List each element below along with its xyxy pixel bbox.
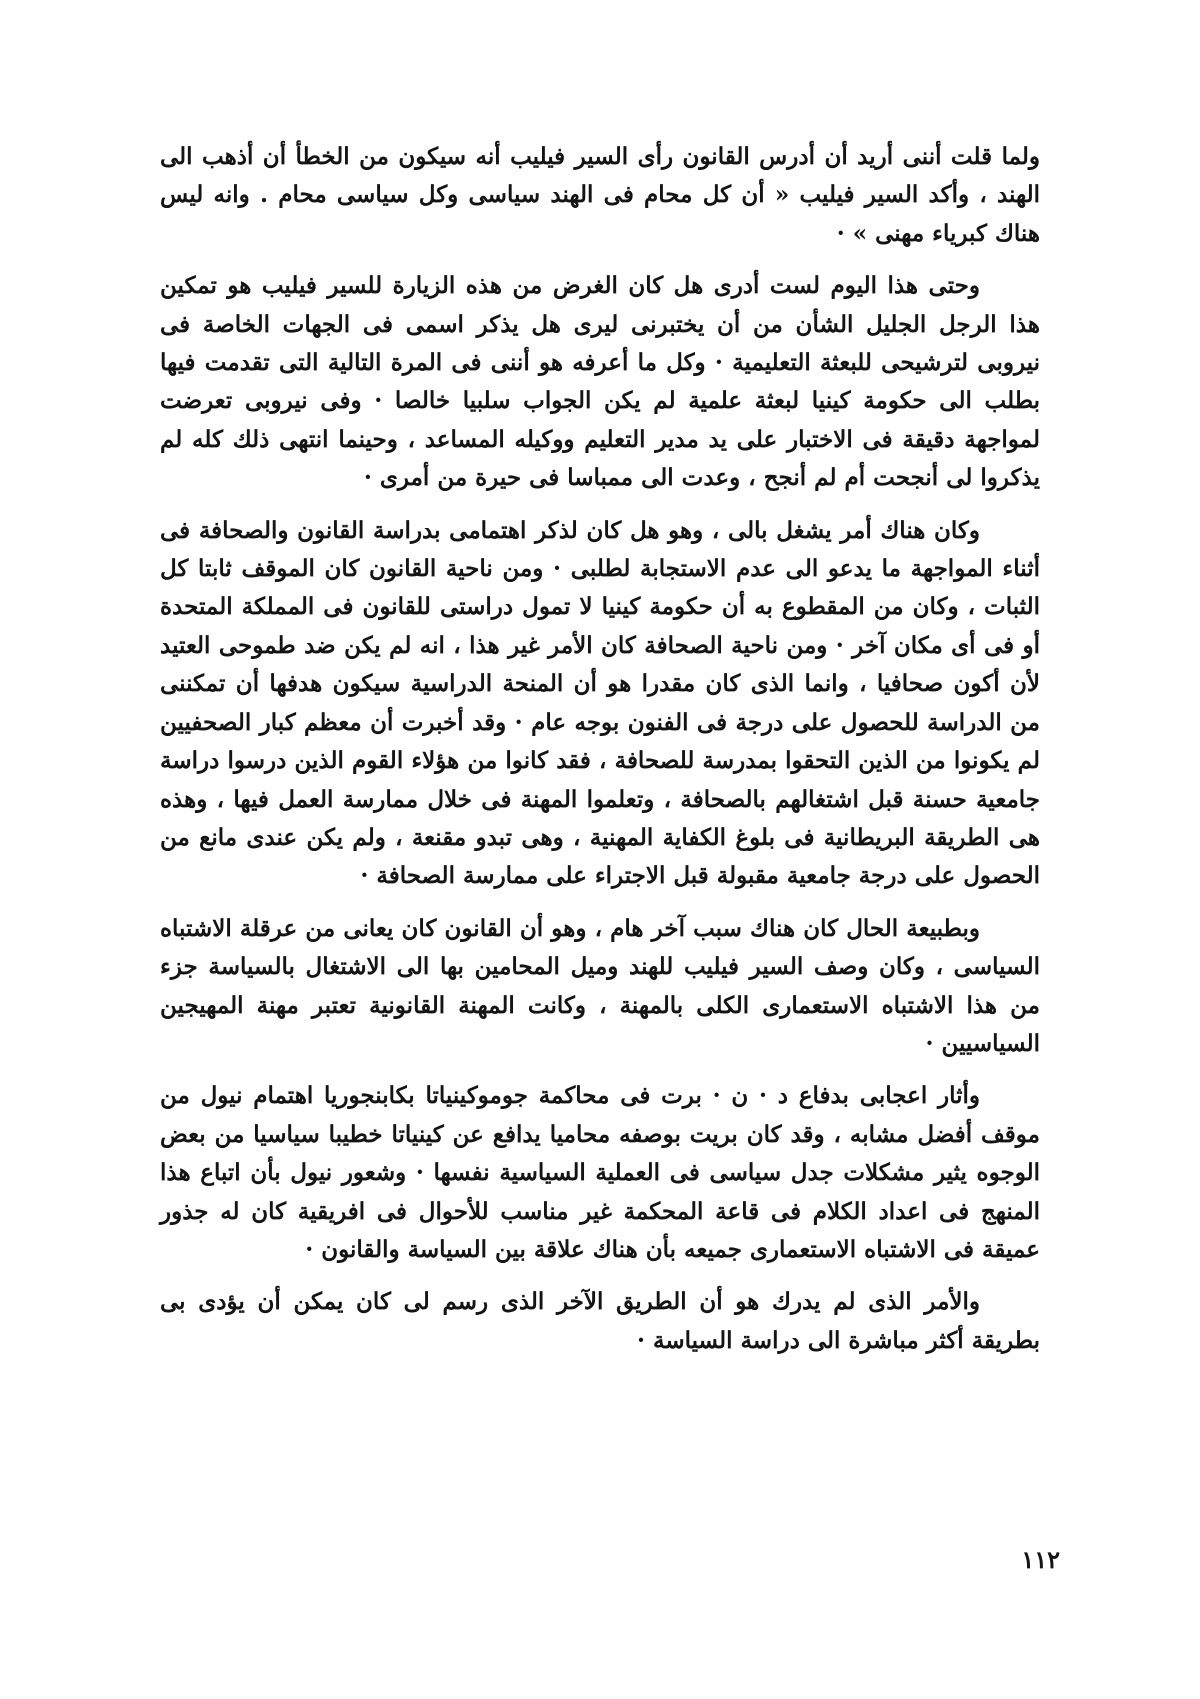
body-text [160, 138, 1040, 1374]
paragraph: والأمر الذى لم يدرك هو أن الطريق الآخر الذى رسم لى كان يمكن أن يؤدى بى بطريقة أكثر مباشرة الى دراسة السياسة · [160, 1288, 1040, 1354]
paragraph: وبطبيعة الحال كان هناك سبب آخر هام ، وهو أن القانون كان يعانى من عرقلة الاشتباه السياسى ، وكان وصف السير فيليب للهند وميل المحامين بها الى الاشتغال بالسياسة جزء من هذا الاشتباه الاستعمارى الكلى بالمهنة ، وكانت المهنة القانونية تعتبر مهنة المهيجين السياسيين · [160, 914, 1040, 1057]
paragraph: وأثار اعجابى بدفاع د · ن · برت فى محاكمة جوموكينياتا بكابنجوريا اهتمام نيول من موقف أفضل مشابه ، وقد كان بريت بوصفه محاميا يدافع عن كينياتا خطيبا سياسيا من بعض الوجوه يثير مشكلات جدل سياسى فى العملية السياسية نفسها · وشعور نيول بأن اتباع هذا المنهج فى اعداد الكلام فى قاعة المحكمة غير مناسب للأحوال فى افريقية كان له جذور عميقة فى الاشتباه الاستعمارى جميعه بأن هناك علاقة بين السياسة والقانون · [160, 1082, 1040, 1263]
paragraph: ولما قلت أننى أريد أن أدرس القانون رأى السير فيليب أنه سيكون من الخطأ أن أذهب الى الهند ، وأكد السير فيليب « أن كل محام فى الهند سياسى وكل سياسى محام . وانه ليس هناك كبرياء مهنى » · [160, 143, 1040, 247]
page-number: ١١٢ [1021, 1545, 1060, 1574]
paragraph: وحتى هذا اليوم لست أدرى هل كان الغرض من هذه الزيارة للسير فيليب هو تمكين هذا الرجل الجليل الشأن من أن يختبرنى ليرى هل يذكر اسمى فى الجهات الخاصة فى نيروبى لترشيحى للبعثة التعليمية · وكل ما أعرفه هو أننى فى المرة التالية التى تقدمت فيها بطلب الى حكومة كينيا لبعثة علمية لم يكن الجواب سلبيا خالصا · وفى نيروبى تعرضت لمواجهة دقيقة فى الاختبار على يد مدير التعليم ووكيله المساعد ، وحينما انتهى ذلك كله لم يذكروا لى أنجحت أم لم أنجح ، وعدت الى ممباسا فى حيرة من أمرى · [160, 272, 1040, 492]
paragraph: وكان هناك أمر يشغل بالى ، وهو هل كان لذكر اهتمامى بدراسة القانون والصحافة فى أثناء المواجهة ما يدعو الى عدم الاستجابة لطلبى · ومن ناحية القانون كان الموقف ثابتا كل الثبات ، وكان من المقطوع به أن حكومة كينيا لا تمول دراستى للقانون فى المملكة المتحدة أو فى أى مكان آخر · ومن ناحية الصحافة كان الأمر غير هذا ، انه لم يكن ضد طموحى العتيد لأن أكون صحافيا ، وانما الذى كان مقدرا هو أن المنحة الدراسية سيكون هدفها أن تمكننى من الدراسة للحصول على درجة فى الفنون بوجه عام · وقد أخبرت أن معظم كبار الصحفيين لم يكونوا من الذين التحقوا بمدرسة للصحافة ، فقد كانوا من هؤلاء القوم الذين درسوا دراسة جامعية حسنة قبل اشتغالهم بالصحافة ، وتعلموا المهنة فى خلال ممارسة العمل فيها ، وهذه هى الطريقة البريطانية فى بلوغ الكفاية المهنية ، وهى تبدو مقنعة ، ولم يكن عندى مانع من الحصول على درجة جامعية مقبولة قبل الاجتراء على ممارسة الصحافة · [160, 516, 1040, 890]
